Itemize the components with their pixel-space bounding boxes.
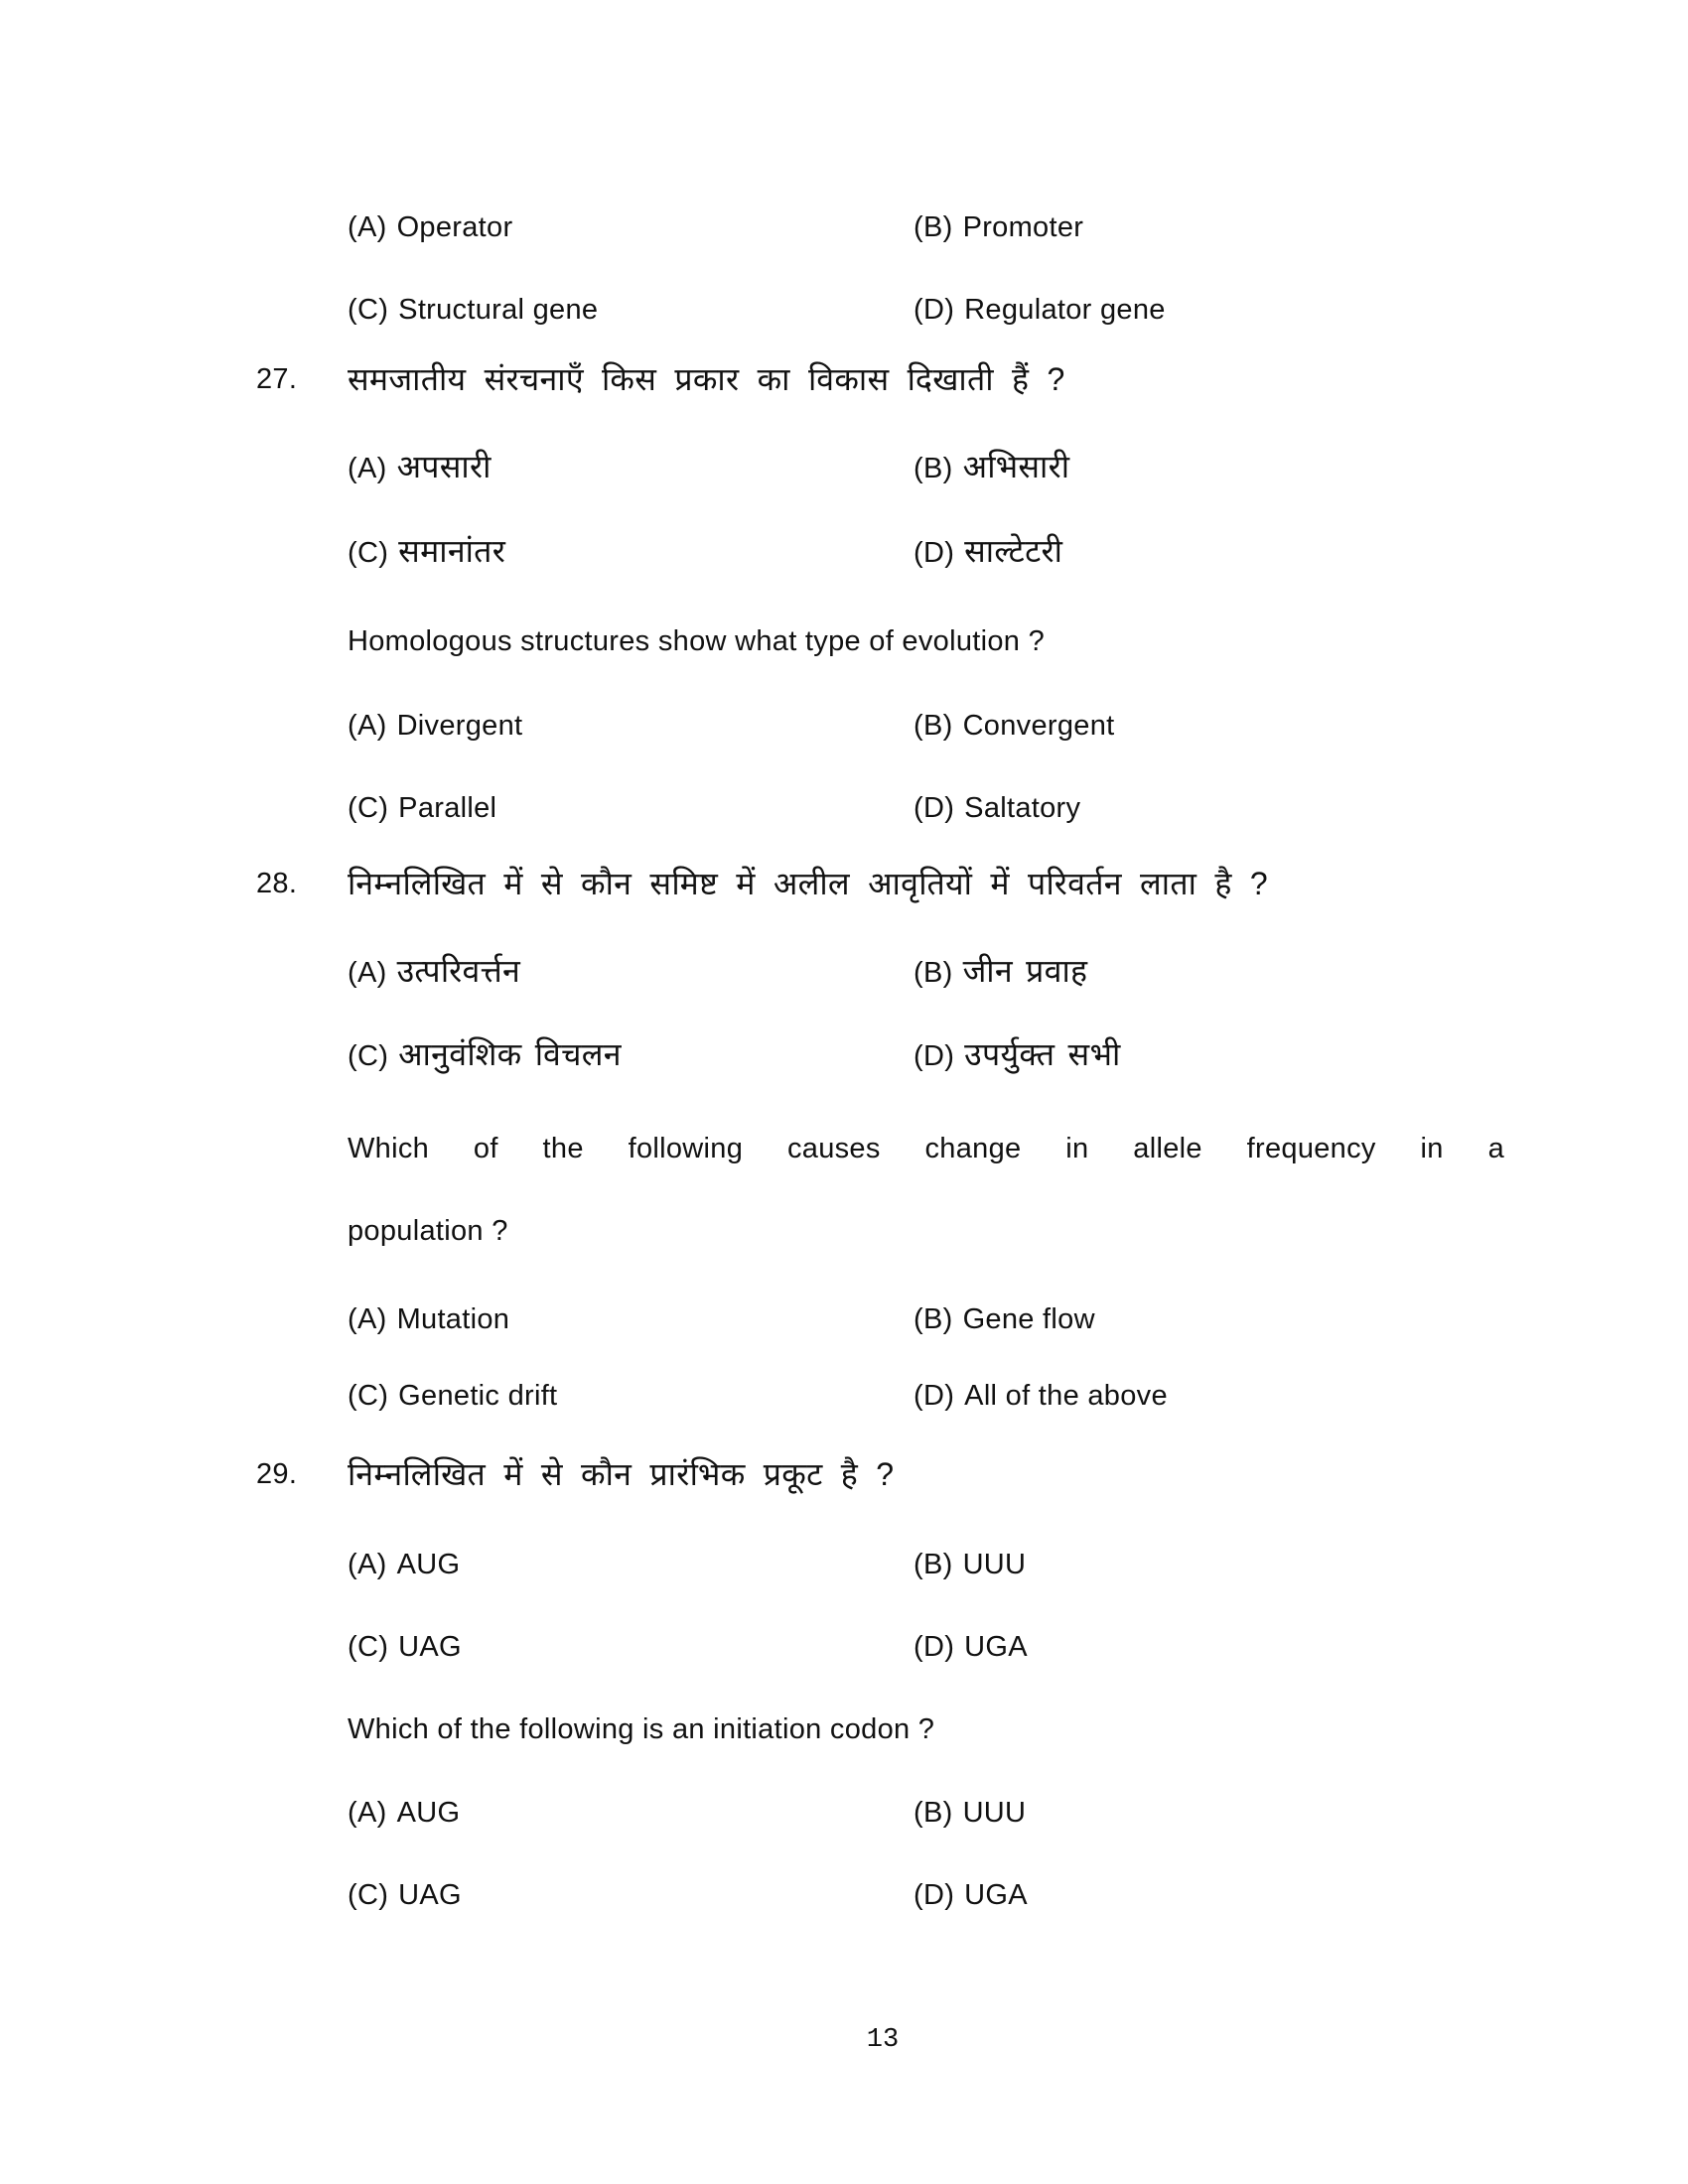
q28-english-option-row-2 xyxy=(348,1376,1504,1416)
option-a xyxy=(348,1793,914,1833)
option-b xyxy=(914,706,1504,746)
option-c-key: (C) xyxy=(348,1879,389,1911)
option-b xyxy=(914,1545,1504,1584)
q28-hindi-option-row-1 xyxy=(348,951,1504,993)
option-b-text: जीन प्रवाह xyxy=(962,953,1088,989)
option-d-text: उपर्युक्त सभी xyxy=(964,1036,1121,1072)
option-b-key: (B) xyxy=(914,1303,953,1335)
option-d xyxy=(914,1034,1504,1076)
question-28-text-english-line1: Which of the following causes change in allele frequency in a xyxy=(348,1133,1504,1164)
question-29-english xyxy=(348,1709,1504,1749)
q28-hindi-option-row-2 xyxy=(348,1034,1504,1076)
option-d-key: (D) xyxy=(914,792,955,824)
q27-english-option-row-2 xyxy=(348,788,1504,828)
option-a-text: Divergent xyxy=(396,710,523,742)
option-d xyxy=(914,1376,1504,1416)
option-a-text: अपसारी xyxy=(396,449,492,484)
q27-hindi-option-row-2 xyxy=(348,531,1504,573)
carryover-option-row-2 xyxy=(348,290,1504,330)
option-a xyxy=(348,1299,914,1339)
question-29-text-english: Which of the following is an initiation codon ? xyxy=(348,1713,935,1745)
option-c-key: (C) xyxy=(348,537,389,569)
option-b-text: Promoter xyxy=(962,211,1084,243)
option-b-text: Gene flow xyxy=(962,1303,1095,1335)
option-d-text: UGA xyxy=(964,1879,1028,1911)
option-a xyxy=(348,951,914,993)
option-c-text: UAG xyxy=(398,1631,462,1663)
option-d-key: (D) xyxy=(914,294,955,326)
option-a-key: (A) xyxy=(348,710,387,742)
option-b-text: Convergent xyxy=(962,710,1115,742)
option-a xyxy=(348,1545,914,1584)
option-b-key: (B) xyxy=(914,453,953,484)
option-b xyxy=(914,1793,1504,1833)
option-c-key: (C) xyxy=(348,1040,389,1072)
q27-hindi-option-row-1 xyxy=(348,447,1504,488)
option-c xyxy=(348,1627,914,1667)
q27-english-option-row-1 xyxy=(348,706,1504,746)
option-a-key: (A) xyxy=(348,453,387,484)
option-a xyxy=(348,207,914,247)
option-a-key: (A) xyxy=(348,1303,387,1335)
option-d xyxy=(914,531,1504,573)
option-b-key: (B) xyxy=(914,1549,953,1580)
option-c xyxy=(348,788,914,828)
option-c-key: (C) xyxy=(348,792,389,824)
question-27-english xyxy=(348,621,1504,661)
option-c-text: Structural gene xyxy=(398,294,599,326)
option-b xyxy=(914,1299,1504,1339)
option-a xyxy=(348,706,914,746)
option-d xyxy=(914,290,1504,330)
option-d-key: (D) xyxy=(914,1631,955,1663)
option-d-text: Regulator gene xyxy=(964,294,1166,326)
option-c-key: (C) xyxy=(348,1631,389,1663)
option-d-text: All of the above xyxy=(964,1380,1168,1412)
option-c-text: Genetic drift xyxy=(398,1380,558,1412)
option-a-key: (A) xyxy=(348,1797,387,1829)
option-a-key: (A) xyxy=(348,211,387,243)
question-29-hindi xyxy=(256,1454,1504,1496)
option-b-key: (B) xyxy=(914,957,953,989)
option-a-key: (A) xyxy=(348,1549,387,1580)
option-c-text: UAG xyxy=(398,1879,462,1911)
option-c xyxy=(348,1376,914,1416)
option-d-key: (D) xyxy=(914,1040,955,1072)
question-28-hindi xyxy=(256,864,1504,905)
option-d-key: (D) xyxy=(914,537,955,569)
option-d-text: UGA xyxy=(964,1631,1028,1663)
q29-hindi-option-row-2 xyxy=(348,1627,1504,1667)
option-d-text: साल्टेटरी xyxy=(964,533,1063,569)
q29-hindi-option-row-1 xyxy=(348,1545,1504,1584)
option-c xyxy=(348,1875,914,1915)
option-c-text: आनुवंशिक विचलन xyxy=(398,1036,622,1072)
carryover-option-row-1 xyxy=(348,207,1504,247)
question-29-text-hindi: निम्नलिखित में से कौन प्रारंभिक प्रकूट है ? xyxy=(348,1456,895,1492)
question-29-number: 29. xyxy=(256,1458,298,1490)
option-a-text: Operator xyxy=(396,211,513,243)
option-d xyxy=(914,788,1504,828)
option-c xyxy=(348,1034,914,1076)
option-b-key: (B) xyxy=(914,710,953,742)
option-a-text: Mutation xyxy=(396,1303,510,1335)
question-28-number: 28. xyxy=(256,868,298,899)
option-a-text: AUG xyxy=(396,1549,461,1580)
option-d-key: (D) xyxy=(914,1879,955,1911)
option-b-key: (B) xyxy=(914,211,953,243)
question-27-text-hindi: समजातीय संरचनाएँ किस प्रकार का विकास दिखाती हैं ? xyxy=(348,361,1065,397)
question-28-text-english-line2: population ? xyxy=(348,1215,508,1247)
option-d-key: (D) xyxy=(914,1380,955,1412)
option-d xyxy=(914,1627,1504,1667)
option-c-key: (C) xyxy=(348,294,389,326)
option-a-text: उत्परिवर्त्तन xyxy=(396,953,521,989)
option-d xyxy=(914,1875,1504,1915)
option-c-text: Parallel xyxy=(398,792,497,824)
option-c xyxy=(348,290,914,330)
option-b xyxy=(914,207,1504,247)
option-c xyxy=(348,531,914,573)
option-b-key: (B) xyxy=(914,1797,953,1829)
option-a xyxy=(348,447,914,488)
option-b-text: UUU xyxy=(962,1797,1027,1829)
question-28-text-hindi: निम्नलिखित में से कौन समिष्ट में अलील आवृतियों में परिवर्तन लाता है ? xyxy=(348,866,1268,901)
q29-english-option-row-1 xyxy=(348,1793,1504,1833)
question-27-number: 27. xyxy=(256,363,298,395)
option-c-text: समानांतर xyxy=(398,533,506,569)
option-c-key: (C) xyxy=(348,1380,389,1412)
option-a-key: (A) xyxy=(348,957,387,989)
q28-english-option-row-1 xyxy=(348,1299,1504,1339)
page-number: 13 xyxy=(866,2025,900,2055)
option-b-text: UUU xyxy=(962,1549,1027,1580)
question-27-hindi xyxy=(256,359,1504,401)
option-b xyxy=(914,447,1504,488)
question-28-english-line2 xyxy=(348,1211,1504,1251)
option-b-text: अभिसारी xyxy=(962,449,1070,484)
q29-english-option-row-2 xyxy=(348,1875,1504,1915)
question-28-english-line1 xyxy=(348,1129,1504,1168)
option-b xyxy=(914,951,1504,993)
question-27-text-english: Homologous structures show what type of evolution ? xyxy=(348,625,1045,657)
option-a-text: AUG xyxy=(396,1797,461,1829)
option-d-text: Saltatory xyxy=(964,792,1081,824)
